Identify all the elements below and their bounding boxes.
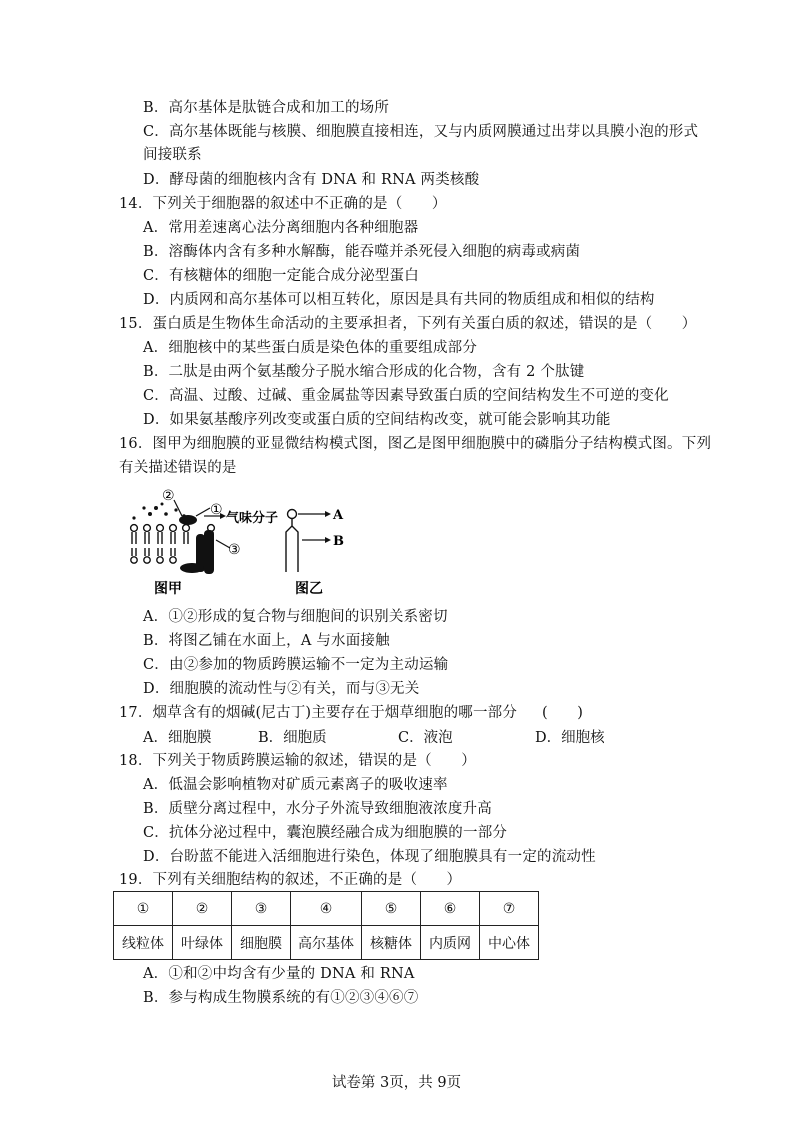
q17-option-b: B．细胞质 [258,730,327,746]
phospholipid-tails [286,519,298,572]
membrane-figure [120,484,350,600]
odor-molecule-label: 气味分子 [226,511,279,526]
q18-option-c: C．抗体分泌过程中，囊泡膜经融合成为细胞膜的一部分 [143,825,508,841]
q15-option-d: D．如果氨基酸序列改变或蛋白质的空间结构改变，就可能会影响其功能 [143,412,611,428]
table-cell: 内质网 [421,926,480,960]
table-cell: ④ [291,892,362,926]
q16-option-a: A．①②形成的复合物与细胞间的识别关系密切 [143,609,448,625]
q14-stem: 14．下列关于细胞器的叙述中不正确的是（ ） [119,196,447,212]
table-cell: 线粒体 [114,926,173,960]
q19-stem: 19．下列有关细胞结构的叙述，不正确的是（ ） [119,872,462,888]
surface-protein [179,515,197,525]
q18-option-b: B．质壁分离过程中，水分子外流导致细胞液浓度升高 [143,801,492,817]
table-row-names [114,926,539,960]
membrane-diagram [120,484,350,600]
q15-option-c: C．高温、过酸、过碱、重金属盐等因素导致蛋白质的空间结构发生不可逆的变化 [143,388,669,404]
table-cell: ⑤ [362,892,421,926]
q17-option-a: A．细胞膜 [143,730,212,746]
q16-option-b: B．将图乙铺在水面上，A 与水面接触 [143,633,390,649]
q17-answer-paren: ( ) [542,705,584,721]
table-cell: 细胞膜 [232,926,291,960]
q16-option-d: D．细胞膜的流动性与②有关，而与③无关 [143,681,420,697]
q15-option-a: A．细胞核中的某些蛋白质是染色体的重要组成部分 [143,340,478,356]
q19-option-b: B．参与构成生物膜系统的有①②③④⑥⑦ [143,990,419,1006]
arrow-a-head [325,511,331,517]
page-footer: 试卷第 3页，共 9页 [331,1075,462,1091]
q14-option-a: A．常用差速离心法分离细胞内各种细胞器 [143,220,419,236]
q16-option-c: C．由②参加的物质跨膜运输不一定为主动运输 [143,657,449,673]
q16-stem-line1: 16．图甲为细胞膜的亚显微结构模式图，图乙是图甲细胞膜中的磷脂分子结构模式图。下列 [119,436,712,452]
q13-option-b: B．高尔基体是肽链合成和加工的场所 [143,100,390,116]
q16-stem-line2: 有关描述错误的是 [119,460,237,476]
q13-option-c-line1: C．高尔基体既能与核膜、细胞膜直接相连，又与内质网膜通过出芽以具膜小泡的形式 [143,124,699,140]
channel-protein-right [204,530,214,574]
table-cell: 高尔基体 [291,926,362,960]
phospholipid-head [288,510,297,519]
arrow-b-head [325,537,331,543]
q17-option-c: C．液泡 [398,730,453,746]
q19-option-a: A．①和②中均含有少量的 DNA 和 RNA [143,966,415,982]
organelle-table [113,891,539,960]
label-a: A [333,508,344,523]
label-b: B [333,534,344,549]
q18-option-a: A．低温会影响植物对矿质元素离子的吸收速率 [143,777,448,793]
q15-option-b: B．二肽是由两个氨基酸分子脱水缩合形成的化合物，含有 2 个肽键 [143,364,585,380]
q17-stem: 17．烟草含有的烟碱(尼古丁)主要存在于烟草细胞的哪一部分 [119,705,518,721]
table-cell: ① [114,892,173,926]
table-cell: 中心体 [480,926,539,960]
table-cell: 核糖体 [362,926,421,960]
q18-option-d: D．台盼蓝不能进入活细胞进行染色，体现了细胞膜具有一定的流动性 [143,849,596,865]
table-cell: ⑥ [421,892,480,926]
mark-2: ② [162,488,175,504]
lipid-heads-bottom [131,557,176,563]
table-cell: 叶绿体 [173,926,232,960]
table-cell: ③ [232,892,291,926]
mark-1: ① [210,502,223,518]
glycoprotein-dots [132,503,185,520]
q17-option-d: D．细胞核 [535,730,605,746]
table-row-numbers [114,892,539,926]
q13-option-c-line2: 间接联系 [143,147,202,163]
lipid-heads [131,525,215,532]
q14-option-c: C．有核糖体的细胞一定能合成分泌型蛋白 [143,268,419,284]
q15-stem: 15．蛋白质是生物体生命活动的主要承担者，下列有关蛋白质的叙述，错误的是（ ） [119,316,697,332]
q14-option-d: D．内质网和高尔基体可以相互转化，原因是具有共同的物质组成和相似的结构 [143,292,655,308]
q13-option-d: D．酵母菌的细胞核内含有 DNA 和 RNA 两类核酸 [143,172,480,188]
caption-fig-yi: 图乙 [295,581,323,597]
table-cell: ② [173,892,232,926]
caption-fig-jia: 图甲 [154,581,182,597]
q14-option-b: B．溶酶体内含有多种水解酶，能吞噬并杀死侵入细胞的病毒或病菌 [143,244,581,260]
mark-3: ③ [228,542,241,558]
peripheral-protein [180,563,204,573]
table-cell: ⑦ [480,892,539,926]
q18-stem: 18．下列关于物质跨膜运输的叙述，错误的是（ ） [119,753,476,769]
